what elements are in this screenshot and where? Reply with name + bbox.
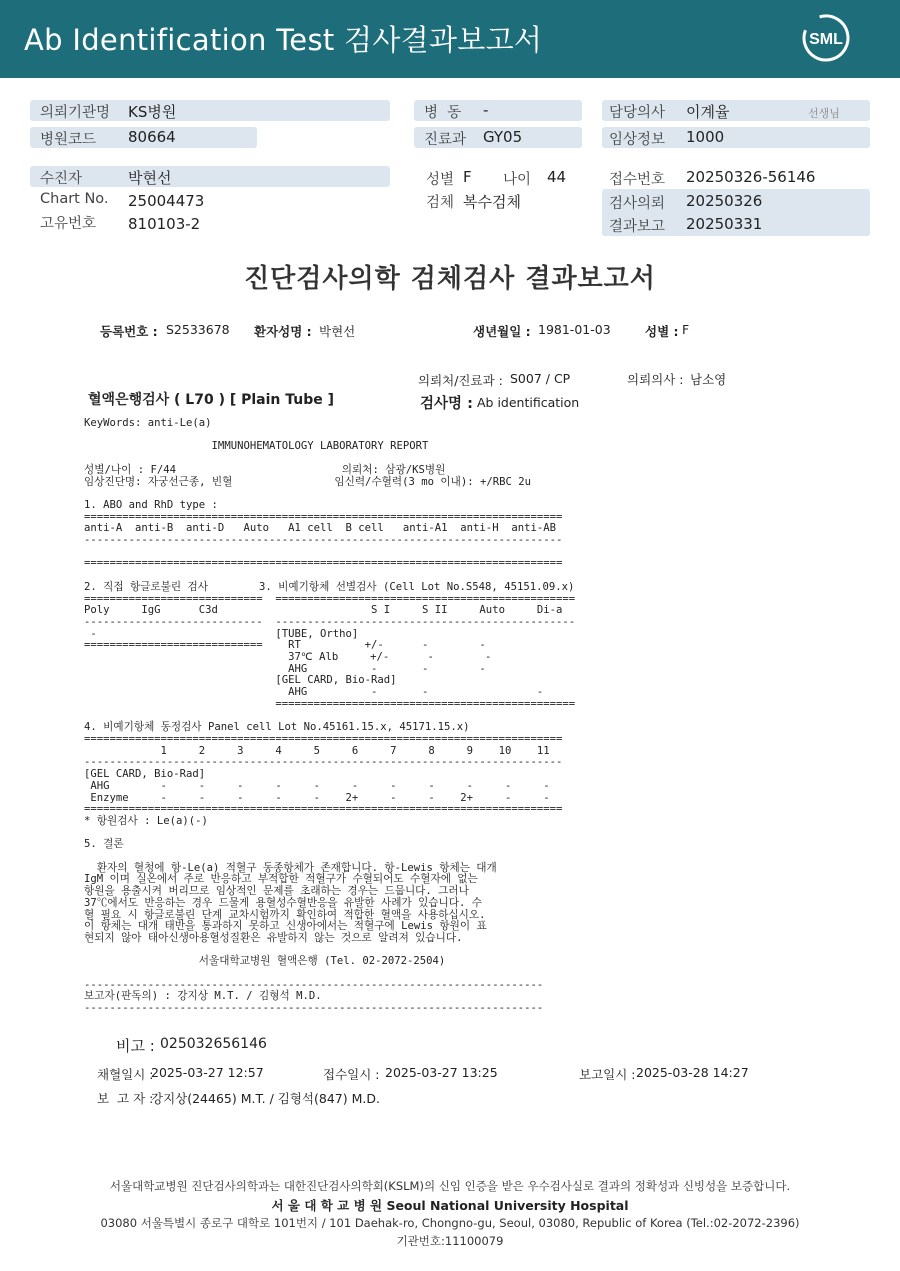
specimen-value: 복수검체 [463,193,521,211]
requesting-org-value: KS병원 [128,103,177,121]
patient-name-value: 박현선 [319,324,356,339]
patient-name-label: 환자성명 : [254,324,312,339]
sml-logo-icon [800,12,852,64]
report-sex-label: 성별 : [645,324,679,339]
receive-label: 접수일시 : [323,1067,380,1082]
header-bar [0,0,900,78]
report-value: 20250331 [686,215,763,233]
examinee-value: 박현선 [128,169,172,187]
ref-doctor-value: 남소영 [690,372,727,387]
test-name-label: 검사명 : [420,396,473,412]
sex-label: 성별 [426,172,455,188]
report-label: 결과보고 [609,219,666,235]
referral-value: S007 / CP [510,371,571,386]
receipt-no-value: 20250326-56146 [686,168,816,186]
hospital-code-value: 80664 [128,128,176,146]
certification-text: 서울대학교병원 진단검사의학과는 대한진단검사의학회(KSLM)의 신임 인증을 받은 우수검사실로 결과의 정확성과 신빙성을 보증합니다. [109,1179,791,1193]
reg-no-value: S2533678 [166,322,230,337]
report-title: 진단검사의학 검체검사 결과보고서 [244,264,656,294]
dob-value: 1981-01-03 [538,322,611,337]
reporter-label: 보 고 자 : [97,1091,154,1106]
reg-no-label: 등록번호 : [100,324,158,339]
report-body: KeyWords: anti-Le(a) IMMUNOHEMATOLOGY LABORATORY REPORT 성별/나이 : F/44 의뢰처: 삼광/KS병원 임상진단명: 자궁선근종, 빈혈 임신력/수혈력(3 mo 이내): +/RBC 2u 1. ABO and RhD type : =========================================================================== anti-A anti-B anti-D Auto A1 cell B cell anti-A1 anti-H anti-AB --------------------------------------------------------------------------- =========================================================================== 2. 직접 항글로불린 검사 3. 비예기항체 선별검사 (Cell Lot No.S548, 45151.09.x) ============================ =============================================== Poly IgG C3d S I S II Auto Di-a ---------------------------- ----------------------------------------------- - [TUBE, Ortho] ============================ RT +/- - - 37℃ Alb +/- - - AHG - - - [GEL CARD, Bio-Rad] AHG - - - =============================================== 4. 비예기항체 동정검사 Panel cell Lot No.45161.15.x, 45171.15.x) =========================================================================== 1 2 3 4 5 6 7 8 9 10 11 --------------------------------------------------------------------------- [GEL CARD, Bio-Rad] AHG - - - - - - - - - - - Enzyme - - - - - 2+ - - 2+ - - =========================================================================== * 항원검사 : Le(a)(-) 5. 결론 환자의 혈청에 항-Le(a) 적혈구 동종항체가 존재합니다. 항-Lewis 항체는 대개 IgM 이며 실온에서 주로 반응하고 부적합한 적혈구가 수혈되어도 수혈자에 없는 항원을 용출시켜 버리므로 임상적인 문제를 초래하는 경우는 드뭅니다. 그러나 37℃에서도 반응하는 경우 드물게 용혈성수혈반응을 유발한 사례가 있습니다. 수 혈 필요 시 항글로불린 단계 교차시험까지 확인하여 적합한 혈액을 사용하십시오. 이 항체는 대개 태반을 통과하지 못하고 신생아에서는 적혈구에 Lewis 항원이 표 현되지 않아 태아신생아용혈성질환은 유발하지 않는 것으로 알려져 있습니다. 서울대학교병원 혈액은행 (Tel. 02-2072-2504) ------------------------------------------------------------------------ 보고자(판독의) : 강지상 M.T. / 김형석 M.D. ------------------------------------------------------------------------ [84,417,576,1015]
hospital-code-label: 병원코드 [40,132,97,148]
test-group: 혈액은행검사 ( L70 ) [ Plain Tube ] [88,392,335,408]
collect-value: 2025-03-27 12:57 [151,1065,264,1080]
chart-no-label: Chart No. [40,191,109,207]
examinee-label: 수진자 [40,171,83,187]
sex-value: F [463,168,472,186]
receipt-no-label: 접수번호 [609,172,666,188]
request-value: 20250326 [686,192,763,210]
specimen-label: 검체 [426,195,455,211]
report-time-label: 보고일시 : [579,1067,636,1082]
physician-label: 담당의사 [609,105,666,121]
hospital-name: 서 울 대 학 교 병 원 Seoul National University Hospital [271,1198,629,1213]
organization-number: 기관번호:11100079 [396,1234,504,1248]
dept-value: GY05 [483,128,523,146]
physician-value: 이계율 [686,103,730,121]
ward-value: - [483,101,489,119]
remark-label: 비고 : [116,1037,155,1055]
dob-label: 생년월일 : [473,324,531,339]
requesting-org-label: 의뢰기관명 [40,105,111,121]
age-value: 44 [547,168,567,186]
unique-id-label: 고유번호 [40,216,97,232]
report-sex-value: F [682,322,690,337]
receive-value: 2025-03-27 13:25 [385,1065,498,1080]
request-label: 검사의뢰 [609,196,666,212]
collect-label: 채혈일시 : [97,1067,154,1082]
remark-value: 025032656146 [160,1036,267,1052]
reporter-value: 강지상(24465) M.T. / 김형석(847) M.D. [151,1091,380,1106]
examinee-bar [30,166,390,187]
test-name-value: Ab identification [477,395,580,410]
dept-label: 진료과 [424,132,467,148]
hospital-address: 03080 서울특별시 종로구 대학로 101번지 / 101 Daehak-ro, Chongno-gu, Seoul, 03080, Republic of Korea (Tel.:02-2072-2396) [100,1216,800,1230]
svg-text:SML: SML [809,31,843,48]
header-title: Ab Identification Test 검사결과보고서 [24,23,543,57]
chart-no-value: 25004473 [128,192,205,210]
ward-label: 병 동 [424,105,462,121]
physician-suffix: 선생님 [808,107,840,120]
unique-id-value: 810103-2 [128,215,201,233]
clinical-info-value: 1000 [686,128,725,146]
referral-label: 의뢰처/진료과 : [418,373,503,388]
clinical-info-label: 임상정보 [609,132,666,148]
age-label: 나이 [503,172,532,188]
ref-doctor-label: 의뢰의사 : [627,372,684,387]
report-time-value: 2025-03-28 14:27 [636,1065,749,1080]
